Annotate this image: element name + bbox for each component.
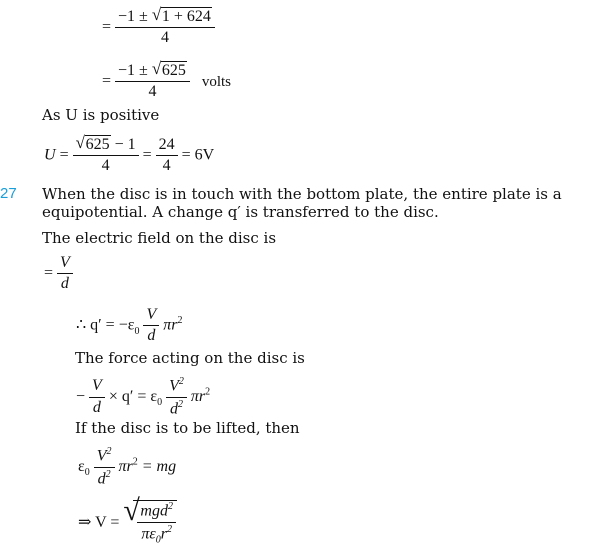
equation-force: − $\frac{V}{d}$ × $q' = \varepsilon_0$ $\frac{V^2}{d^2}$ $\pi r^2$: [76, 376, 211, 418]
square-root: √ 1 + 624: [151, 5, 211, 25]
as-u-positive-text: As U is positive: [42, 106, 160, 124]
field-label: The electric field on the disc is: [42, 229, 277, 247]
force-label: The force acting on the disc is: [75, 349, 305, 367]
fraction: $\frac{24}{4}$: [156, 136, 178, 176]
square-root: √ $\frac{mgd^2}{\pi\varepsilon_0r^2}$: [123, 500, 177, 546]
unit-label: volts: [201, 73, 232, 90]
equals-sign: =: [102, 18, 112, 36]
equation-lift: $\varepsilon_0$ $\frac{V^2}{d^2}$ $\pi r^2$ = mg: [78, 446, 177, 488]
equation-final: ⇒ V = √ $\frac{mgd^2}{\pi\varepsilon_0r^2}$: [78, 500, 177, 546]
fraction: √ 625 − 1 4: [73, 136, 139, 176]
fraction: $\frac{V^2}{d^2}$: [166, 376, 187, 418]
equals-sign: =: [102, 72, 112, 90]
lift-label: If the disc is to be lifted, then: [75, 419, 300, 437]
square-root: √ 625: [75, 133, 110, 153]
question-number: 27: [0, 185, 17, 202]
square-root: √ 625: [151, 59, 186, 79]
paragraph-line-1: When the disc is in touch with the bottom plate, the entire plate is a: [42, 185, 562, 203]
equation-charge: ∴ $q' = -\varepsilon_0$ $\frac{V}{d}$ $\pi r^2$: [76, 306, 183, 345]
fraction: $\frac{V}{d}$: [57, 254, 73, 294]
fraction: $\frac{mgd^2}{\pi\varepsilon_0r^2}$: [137, 501, 176, 546]
equation-field: = $\frac{V}{d}$: [44, 254, 73, 294]
fraction: $\frac{V}{d}$: [143, 306, 159, 346]
fraction: $\frac{V}{d}$: [89, 377, 105, 417]
paragraph-line-2: equipotential. A change q′ is transferred to the disc.: [42, 203, 439, 221]
equation-step-2: [102, 59, 232, 102]
fraction: $\frac{V^2}{d^2}$: [94, 446, 115, 488]
equation-result: U = √ 625 − 1 4 = $\frac{24}{4}$ = 6V: [44, 133, 215, 175]
fraction: −1 ± √ 625 4: [115, 62, 190, 102]
fraction: −1 ± √ 1 + 624 4: [115, 8, 215, 48]
equation-step-1: [102, 5, 215, 48]
